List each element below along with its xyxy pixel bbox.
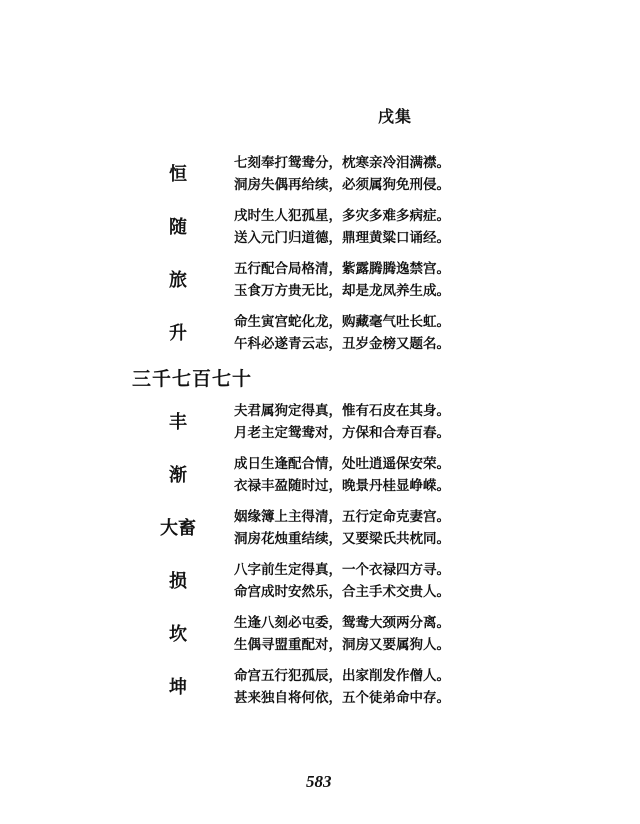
gua-name: 升 xyxy=(169,323,187,344)
entry-sun xyxy=(0,559,640,607)
gua-name: 大畜 xyxy=(160,518,196,539)
gua-name: 坤 xyxy=(169,677,187,698)
entry-jian xyxy=(0,453,640,501)
entry-kan xyxy=(0,612,640,660)
gua-name: 渐 xyxy=(169,465,187,486)
verse-line-2: 洞房花烛重结续，又要梁氏共枕同。 xyxy=(234,531,450,547)
verse-line-1: 五行配合局格清，紫露腾腾逸禁宫。 xyxy=(234,261,450,277)
entry-sheng xyxy=(0,311,640,359)
verse-line-1: 七刻奉打鸳鸯分，枕寒亲冷泪满襟。 xyxy=(234,155,450,171)
verse-line-2: 衣禄丰盈随时过，晚景丹桂显峥嵘。 xyxy=(234,478,450,494)
verse-line-1: 八字前生定得真，一个衣禄四方寻。 xyxy=(234,562,450,578)
verse-line-2: 洞房失偶再给续，必须属狗免刑侵。 xyxy=(234,177,450,193)
verse-line-1: 成日生逢配合情，处吐逍遥保安荣。 xyxy=(234,456,450,472)
page-header: 戌集 xyxy=(378,107,413,126)
verse-line-1: 命生寅宫蛇化龙，购藏毫气吐长虹。 xyxy=(234,314,450,330)
verse-line-2: 命宫成时安然乐，合主手术交贵人。 xyxy=(234,584,450,600)
gua-name: 损 xyxy=(169,571,187,592)
page-number: 583 xyxy=(306,772,332,791)
verse-line-2: 月老主定鸳鸯对，方保和合寿百春。 xyxy=(234,425,450,441)
entry-kun xyxy=(0,665,640,713)
gua-name: 随 xyxy=(169,217,187,238)
verse-line-1: 命宫五行犯孤辰，出家削发作僧人。 xyxy=(234,668,450,684)
gua-name: 丰 xyxy=(169,412,187,433)
verse-line-2: 玉食万方贵无比，却是龙凤养生成。 xyxy=(234,283,450,299)
verse-line-2: 午科必遂青云志，丑岁金榜又题名。 xyxy=(234,336,450,352)
gua-name: 坎 xyxy=(169,624,187,645)
entry-sui xyxy=(0,205,640,253)
verse-line-2: 生偶寻盟重配对，洞房又要属狗人。 xyxy=(234,637,450,653)
verse-line-2: 甚来独自将何依，五个徒弟命中存。 xyxy=(234,690,450,706)
entry-lv xyxy=(0,258,640,306)
gua-name: 恒 xyxy=(169,164,187,185)
verse-line-2: 送入元门归道德，鼎理黄粱口诵经。 xyxy=(234,230,450,246)
verse-line-1: 生逢八刻必屯委，鸳鸯大颈两分离。 xyxy=(234,615,450,631)
section-title: 三千七百七十 xyxy=(132,368,253,390)
verse-line-1: 姻缘簿上主得清，五行定命克妻宫。 xyxy=(234,509,450,525)
entry-feng xyxy=(0,400,640,448)
entry-heng xyxy=(0,152,640,200)
gua-name: 旅 xyxy=(169,270,187,291)
entry-daxu xyxy=(0,506,640,554)
verse-line-1: 戌时生人犯孤星，多灾多难多病症。 xyxy=(234,208,450,224)
verse-line-1: 夫君属狗定得真，惟有石皮在其身。 xyxy=(234,403,450,419)
